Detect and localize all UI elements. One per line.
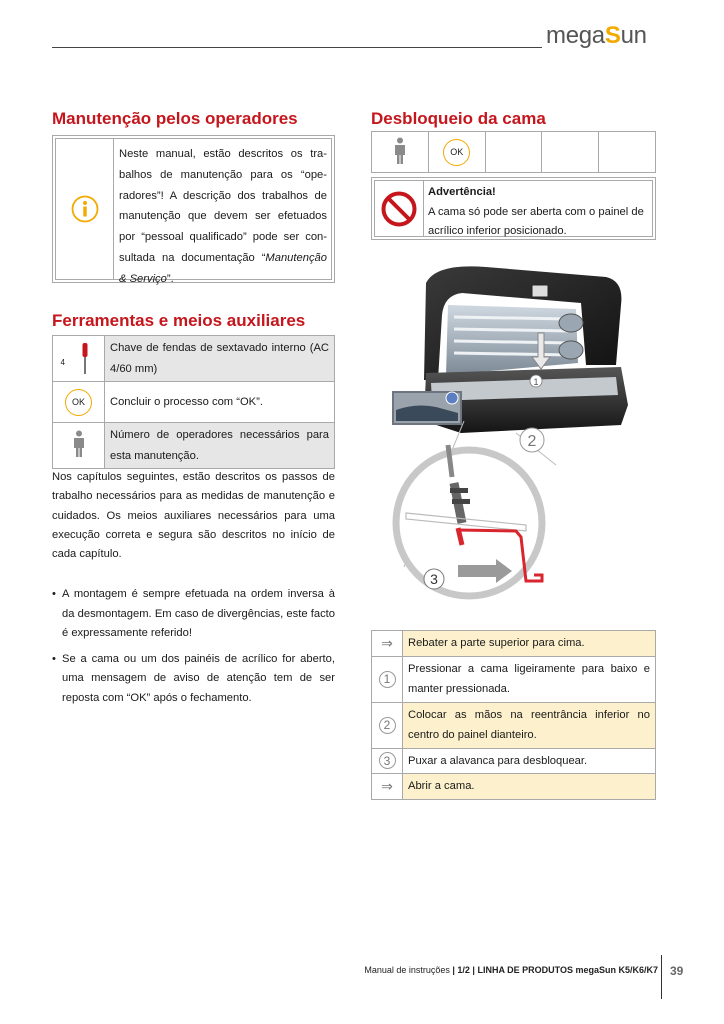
bullet-list [52,585,335,714]
step-text: Abrir a cama. [403,774,656,800]
table-row [372,748,656,774]
megasun-logo: megaSun [546,22,647,49]
table-row [372,774,656,800]
warning-body: A cama só pode ser aberta com o painel de acrílico inferior posicionado. [428,205,644,237]
warning-title: Advertência! [428,186,496,198]
table-row [53,336,335,382]
screwdriver-icon [79,343,91,375]
step-marker [372,656,403,702]
ok-icon: OK [443,139,470,166]
info-icon [71,195,99,223]
list-item: • Se a cama ou um dos painéis de acrílico for aberto, uma mensagem de aviso de atenção tem de ser reposta com “OK” após o fechamento. [52,650,335,709]
step-marker [372,774,403,800]
tool-icon-cell [53,423,105,469]
ok-icon: OK [65,389,92,416]
section-title-maintenance: Manutenção pelos operadores [52,109,298,128]
step-marker [372,748,403,774]
ok-cell [428,132,485,173]
requirements-table [371,131,656,173]
tool-description: Número de operadores necessários para esta manutenção. [105,423,335,469]
figure-label-3: 3 [430,571,438,587]
tool-description: Concluir o processo com “OK”. [105,382,335,423]
table-row [53,382,335,423]
info-icon-cell [56,139,114,279]
operator-icon [72,430,86,458]
info-note-box [52,135,335,283]
section-title-tools: Ferramentas e meios auxiliares [52,311,306,330]
step-number-2: 2 [379,717,396,734]
warning-text [424,181,652,236]
operator-icon [393,137,407,165]
table-row [372,631,656,657]
step-number-3: 3 [379,752,396,769]
tool-icon-cell [53,382,105,423]
table-row [372,656,656,702]
operator-cell [372,132,429,173]
figure-label-1: 1 [533,377,539,387]
intro-paragraph: Nos capítulos seguintes, estão descritos os passos de trabalho necessários para as medidas de manutenção e cuidados. Os meios auxiliares necessários para uma execução correta e segura são descritos no início de cada capítulo. [52,471,335,561]
arrow-right-icon: ⇒ [381,777,393,794]
list-item: • A montagem é sempre efetuada na ordem inversa à da desmontagem. Em caso de divergências, este facto é expressamente referido! [52,585,335,644]
tool-description: Chave de fendas de sextavado interno (AC 4/60 mm) [105,336,335,382]
table-row [372,702,656,748]
arrow-right-icon: ⇒ [381,634,393,651]
bed-unlock-illustration [366,245,656,640]
table-row [53,423,335,469]
step-marker [372,631,403,657]
empty-cell [599,132,656,173]
info-note-text: Neste manual, estão descritos os tra- balhos de manutenção para os “ope- radores”! A descrição dos trabalhos de manutenção que devem ser efetuados por “pessoal qualificado” pode ser con- sultada na documentação “Manutenção & Serviço”. [119,148,327,285]
table-row [372,132,656,173]
warning-box [371,177,656,240]
empty-cell [485,132,542,173]
prohibition-icon [381,191,417,227]
tools-table [52,335,335,469]
figure-label-2: 2 [527,433,537,450]
header-rule [52,47,542,48]
step-text: Colocar as mãos na reentrância inferior no centro do painel dianteiro. [403,702,656,748]
step-text: Puxar a alavanca para desbloquear. [403,748,656,774]
step-text: Rebater a parte superior para cima. [403,631,656,657]
footer-text: Manual de instruções | 1/2 | LINHA DE PRODUTOS megaSun K5/K6/K7 [364,965,658,975]
steps-table [371,630,656,800]
step-marker [372,702,403,748]
section-title-unlock: Desbloqueio da cama [371,109,546,128]
warning-icon-cell [375,181,424,236]
tool-size-label: 4 [60,357,65,367]
empty-cell [542,132,599,173]
tool-icon-cell [53,336,105,382]
step-number-1: 1 [379,671,396,688]
step-text: Pressionar a cama ligeiramente para baixo e manter pressionada. [403,656,656,702]
footer-rule [661,955,662,999]
page-number: 39 [670,964,684,978]
